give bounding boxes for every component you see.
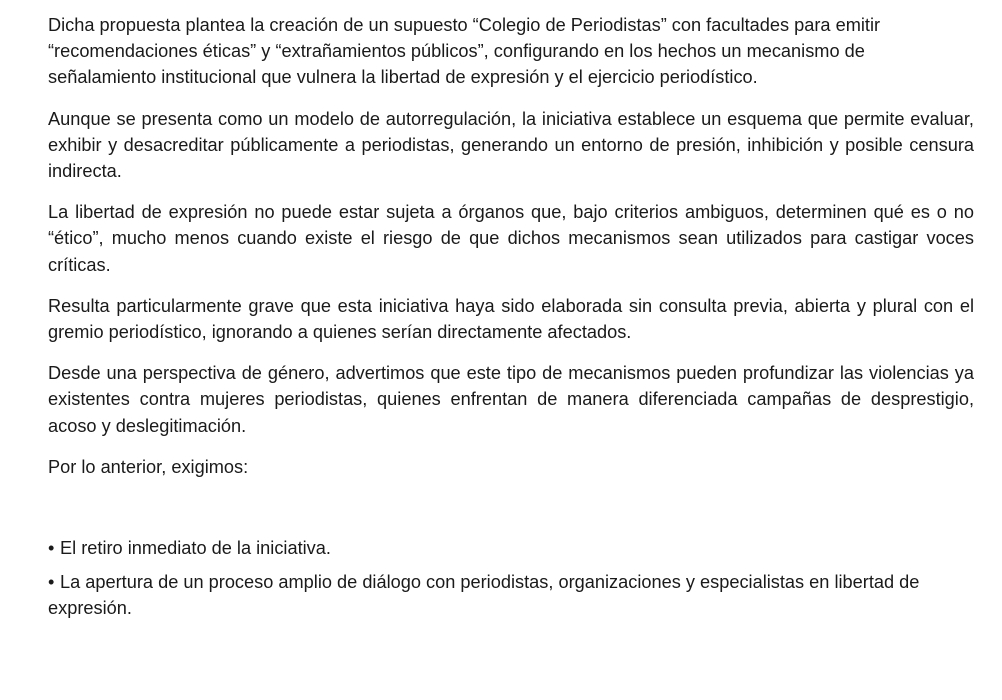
demands-list: [48, 535, 974, 622]
paragraph-no-consultation: Resulta particularmente grave que esta iniciativa haya sido elaborada sin consulta previa, abierta y plural con el gremio periodístico, ignorando a quienes serían directamente afectados.: [48, 295, 974, 343]
bullet-icon: •: [48, 572, 55, 593]
demand-text: La apertura de un proceso amplio de diálogo con periodistas, organizaciones y especialistas en libertad de expresión.: [48, 572, 920, 619]
demand-item: [48, 569, 974, 621]
demands-lead-in: Por lo anterior, exigimos:: [48, 456, 249, 477]
paragraph-gender-perspective: Desde una perspectiva de género, advertimos que este tipo de mecanismos pueden profundizar las violencias ya existentes contra mujeres periodistas, quienes enfrentan de manera diferenciada campañas de desprestigio, acoso y deslegitimación.: [48, 363, 974, 436]
document-page: [48, 12, 974, 630]
paragraph-self-regulation: Aunque se presenta como un modelo de autorregulación, la iniciativa establece un esquema que permite evaluar, exhibir y desacreditar públicamente a periodistas, generando un entorno de presión, inhibición y posible censura indirecta.: [48, 108, 974, 182]
demand-item: [48, 535, 974, 561]
paragraph-freedom-of-expression: La libertad de expresión no puede estar sujeta a órganos que, bajo criterios ambiguos, determinen qué es o no “ético”, mucho menos cuando existe el riesgo de que dichos mecanismos sean utilizados para castigar voces críticas.: [48, 202, 974, 275]
demand-text: El retiro inmediato de la iniciativa.: [60, 538, 331, 559]
paragraph-colegio-proposal: Dicha propuesta plantea la creación de un supuesto “Colegio de Periodistas” con facultades para emitir “recomendaciones éticas” y “extrañamientos públicos”, configurando en los hechos un mecanismo de señalamiento institucional que vulnera la libertad de expresión y el ejercicio periodístico.: [48, 15, 881, 88]
bullet-icon: •: [48, 538, 55, 559]
